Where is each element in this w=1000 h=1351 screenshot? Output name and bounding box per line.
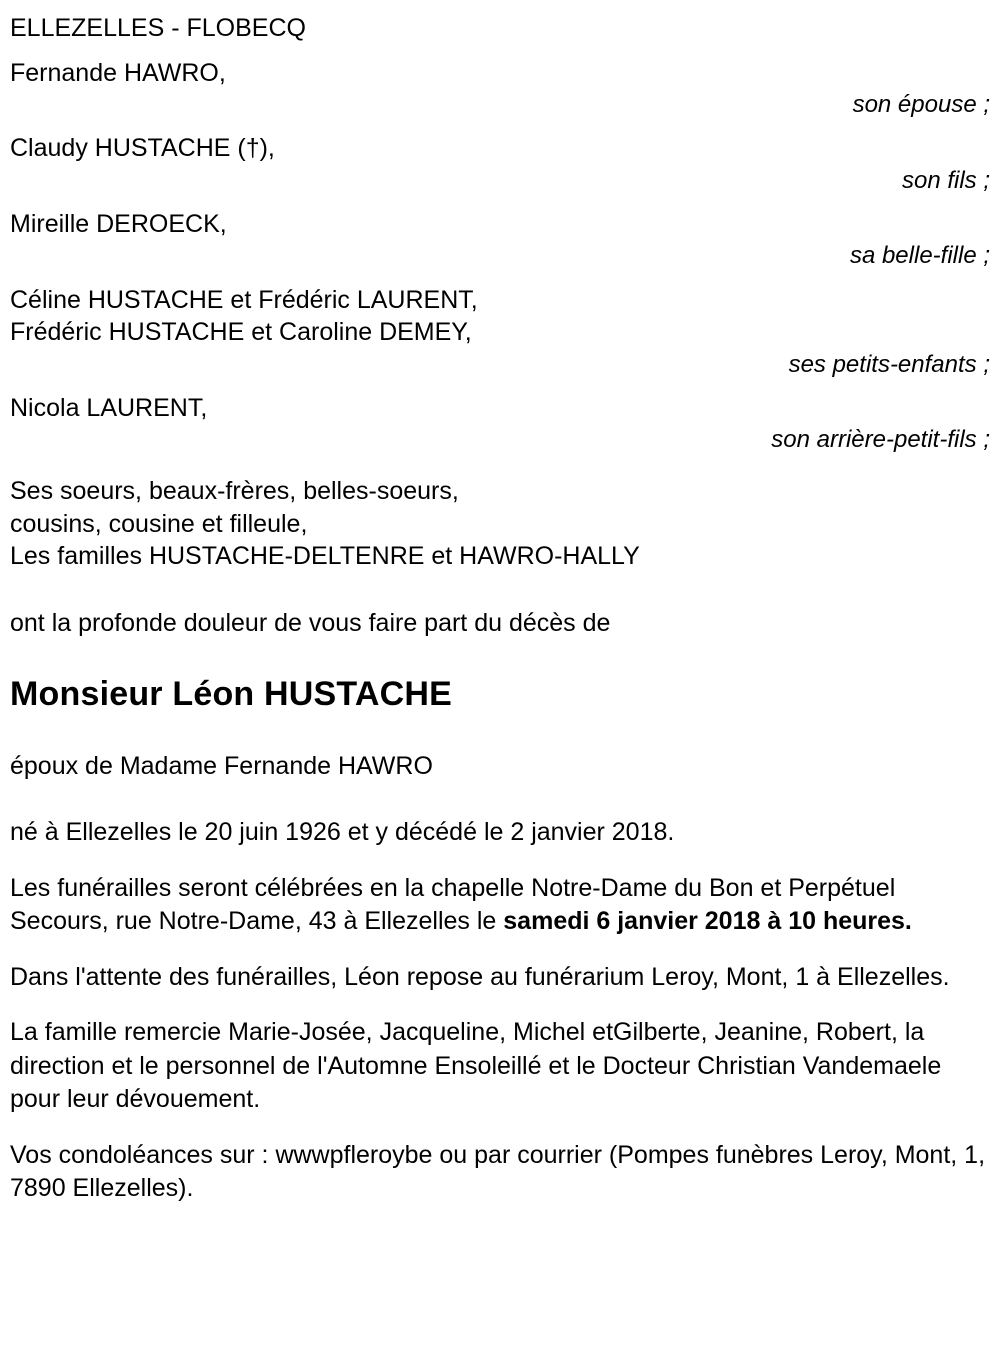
spacer <box>10 196 990 208</box>
family-relation-label: ses petits-enfants ; <box>788 350 990 378</box>
funeral-text: Les funérailles seront célébrées en la chapelle Notre-Dame du Bon et Perpétuel Secours, rue Notre-Dame, 43 à Ellezelles le <box>10 873 896 936</box>
extended-family-line: cousins, cousine et filleule, <box>10 509 308 538</box>
locality-heading: ELLEZELLES - FLOBECQ <box>10 14 306 42</box>
spacer <box>10 939 990 961</box>
birth-death-dates: né à Ellezelles le 20 juin 1926 et y décédé le 2 janvier 2018. <box>10 818 675 847</box>
spacer <box>10 120 990 132</box>
spacer <box>10 716 990 750</box>
spacer <box>10 455 990 475</box>
family-relation-label: son fils ; <box>901 166 990 194</box>
spacer <box>10 994 990 1016</box>
spacer <box>10 272 990 284</box>
family-member-name: Fernande HAWRO, <box>10 58 226 87</box>
spouse-of-line: époux de Madame Fernande HAWRO <box>10 751 433 780</box>
spacer <box>10 850 990 872</box>
extended-family-line: Ses soeurs, beaux-frères, belles-soeurs, <box>10 477 459 506</box>
spacer <box>10 573 990 607</box>
resting-place: Dans l'attente des funérailles, Léon repose au funérarium Leroy, Mont, 1 à Ellezelles. <box>10 962 950 991</box>
family-relation-label: sa belle-fille ; <box>849 242 990 270</box>
announcement-text: ont la profonde douleur de vous faire part du décès de <box>10 608 611 637</box>
family-relation-label: son épouse ; <box>852 91 990 118</box>
funeral-datetime: samedi 6 janvier 2018 à 10 heures. <box>503 907 912 936</box>
spacer <box>10 380 990 392</box>
spacer <box>10 639 990 673</box>
family-member-name: Claudy HUSTACHE (†), <box>10 134 275 163</box>
family-member-name: Mireille DEROECK, <box>10 209 227 238</box>
extended-family-line: Les familles HUSTACHE-DELTENRE et HAWRO-HALLY <box>10 542 640 571</box>
thanks-message: La famille remercie Marie-Josée, Jacqueline, Michel etGilberte, Jeanine, Robert, la direction et le personnel de l'Automne Ensoleillé et le Docteur Christian Vandemaele pour leur dévouement. <box>10 1018 942 1114</box>
deceased-name: Monsieur Léon HUSTACHE <box>10 675 453 714</box>
family-member-name: Céline HUSTACHE et Frédéric LAURENT, <box>10 285 478 314</box>
family-entry-great-grandson <box>10 392 990 456</box>
spacer <box>10 1117 990 1139</box>
family-entry-grandchildren <box>10 284 990 380</box>
funeral-details <box>10 872 990 939</box>
family-member-name: Frédéric HUSTACHE et Caroline DEMEY, <box>10 318 472 347</box>
extended-family-listing <box>10 475 990 573</box>
spacer <box>10 45 990 57</box>
condolences-info: Vos condoléances sur : wwwpfleroybe ou par courrier (Pompes funèbres Leroy, Mont, 1, 7890 Ellezelles). <box>10 1140 986 1203</box>
family-entry-spouse <box>10 57 990 121</box>
family-entry-daughter-in-law <box>10 208 990 272</box>
spacer <box>10 782 990 816</box>
family-relation-label: son arrière-petit-fils ; <box>771 426 990 454</box>
family-member-name: Nicola LAURENT, <box>10 393 208 422</box>
family-listing <box>10 57 990 456</box>
family-entry-son <box>10 132 990 196</box>
